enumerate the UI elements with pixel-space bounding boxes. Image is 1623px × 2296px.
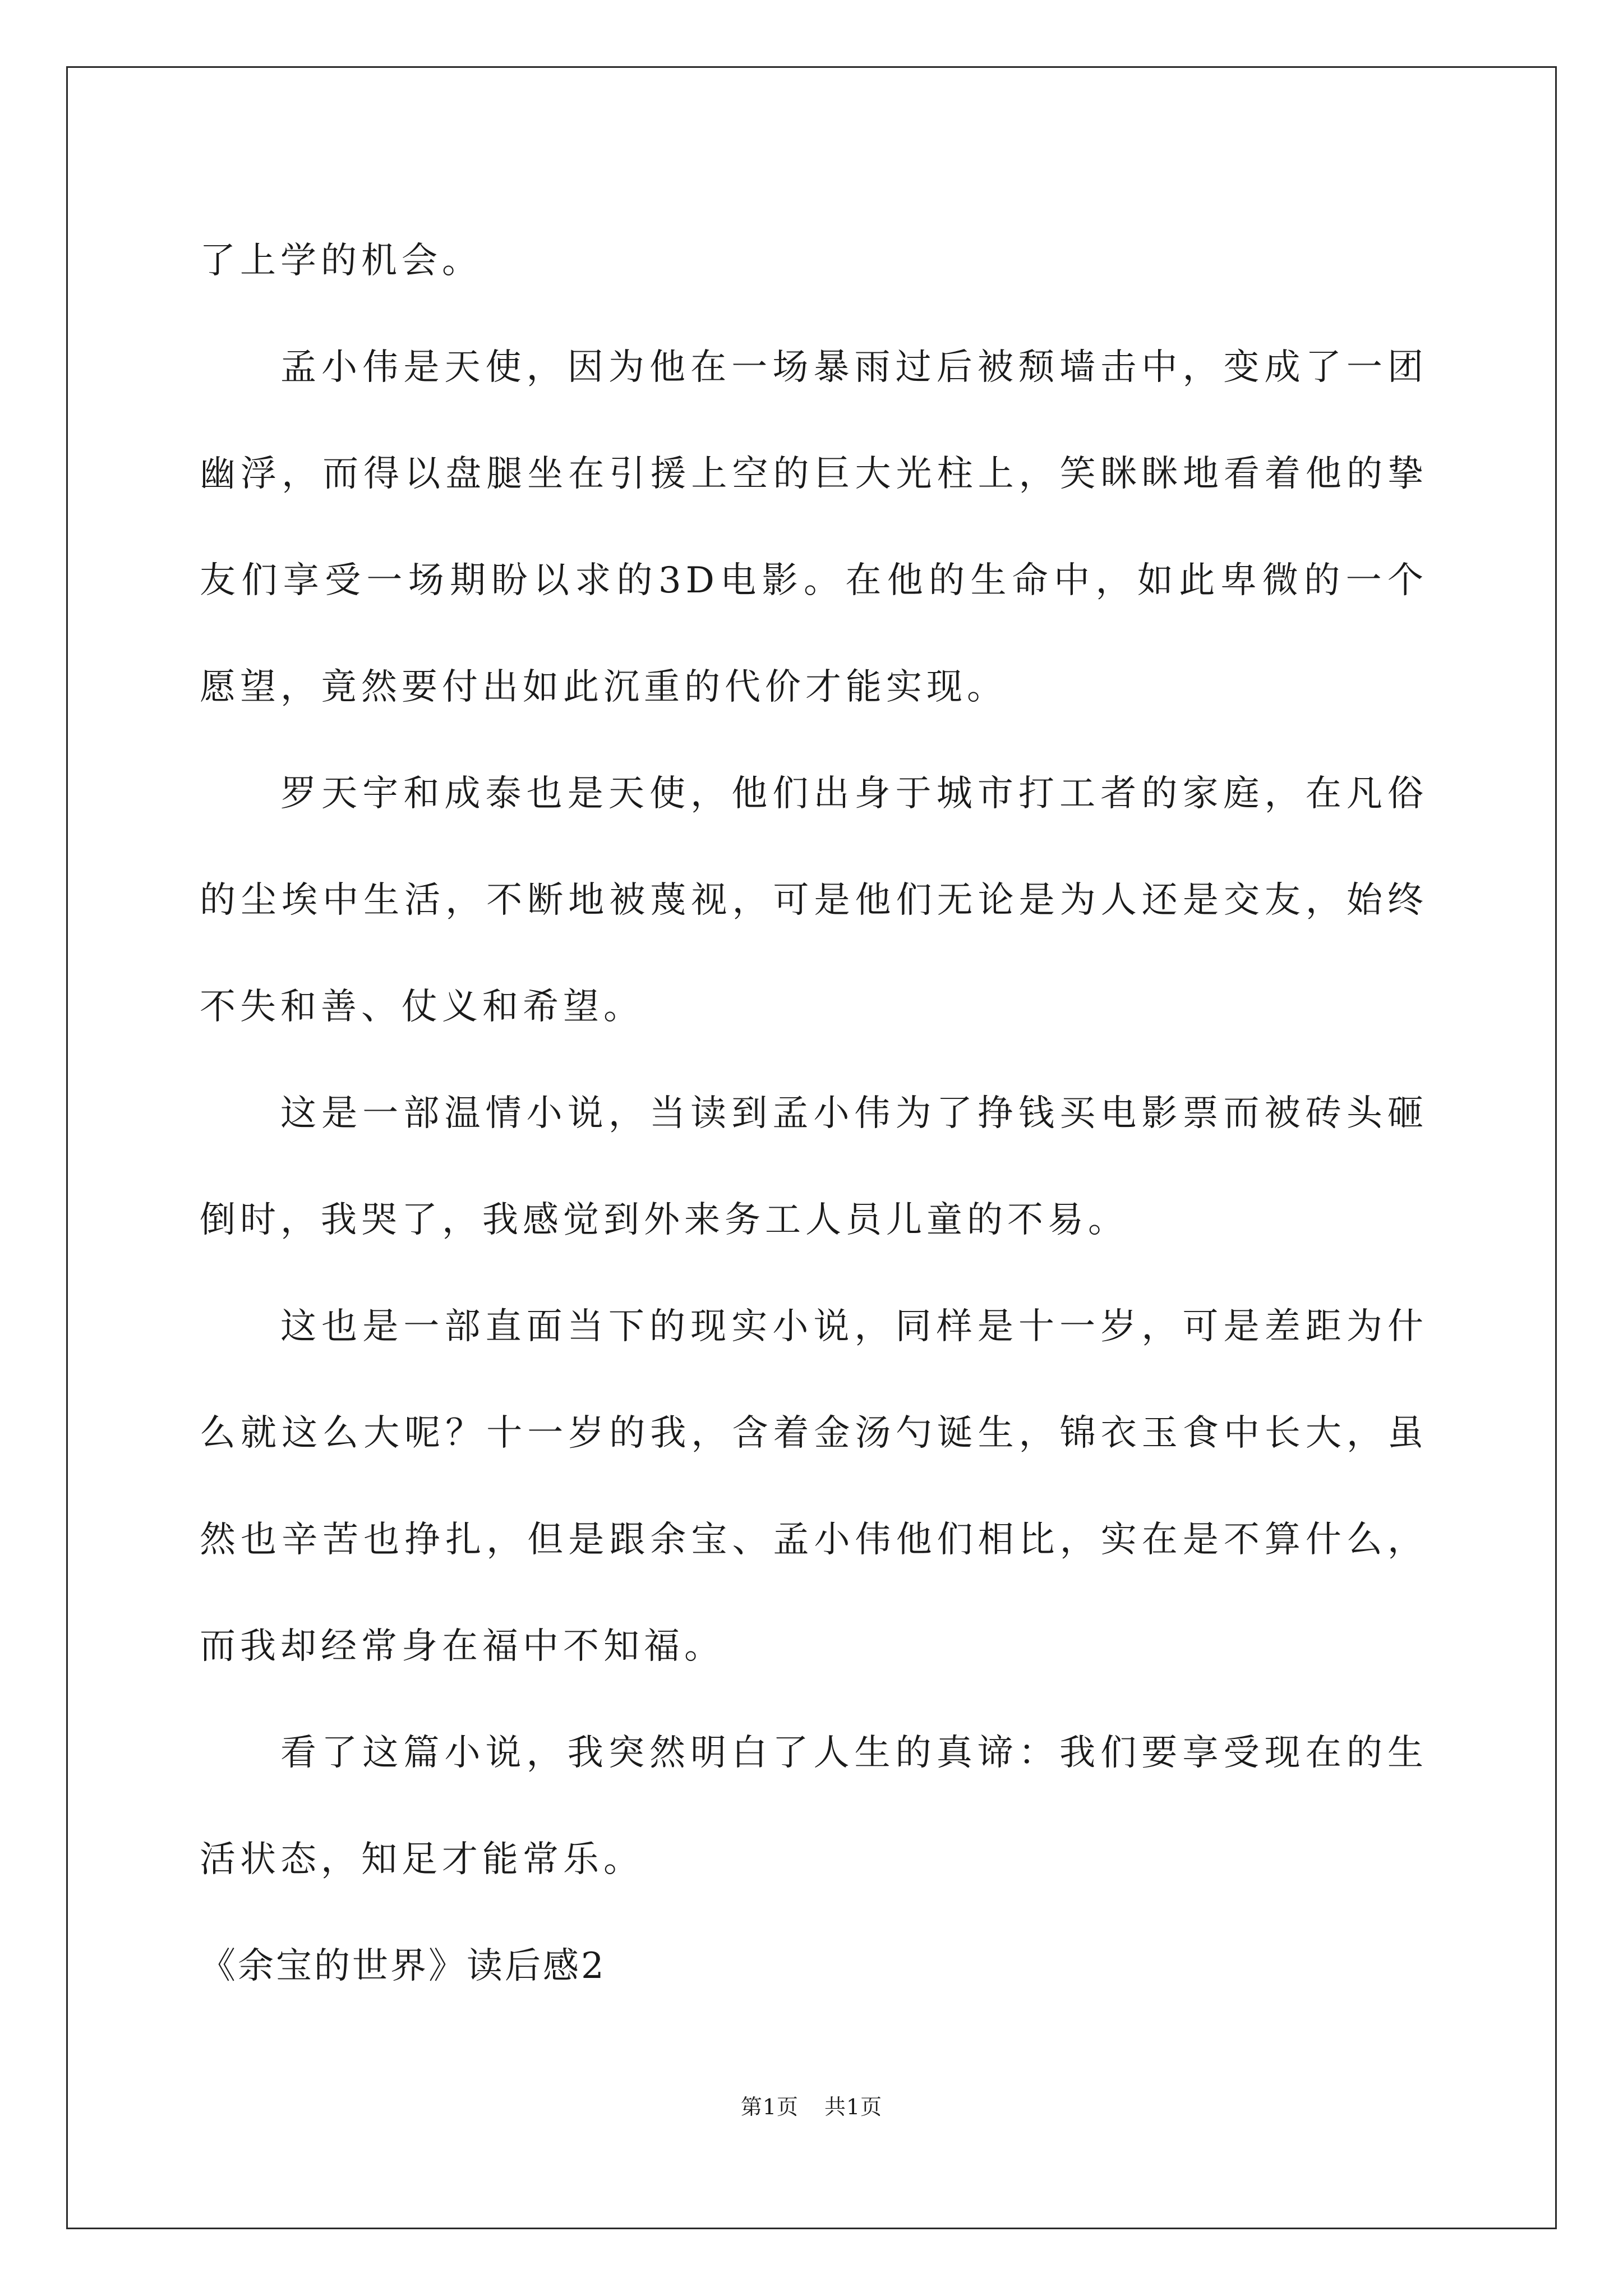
paragraph-2: 孟小伟是天使，因为他在一场暴雨过后被颓墙击中，变成了一团幽浮，而得以盘腿坐在引援上空的巨大光柱上，笑眯眯地看着他的挚友们享受一场期盼以求的3D电影。在他的生命中，如此卑微的一个愿望，竟然要付出如此沉重的代价才能实现。	[200, 347, 1428, 708]
page-number: 第1页	[740, 2095, 799, 2119]
section-heading: 《余宝的世界》读后感2	[200, 1945, 606, 1987]
paragraph-1: 了上学的机会。	[200, 240, 482, 282]
paragraph-5: 这也是一部直面当下的现实小说，同样是十一岁，可是差距为什么就这么大呢？十一岁的我，含着金汤勺诞生，锦衣玉食中长大，虽然也辛苦也挣扎，但是跟余宝、孟小伟他们相比，实在是不算什么，而我却经常身在福中不知福。	[200, 1306, 1428, 1667]
page-footer	[0, 2090, 1623, 2120]
document-body	[200, 208, 1428, 2019]
page-total: 共1页	[824, 2095, 883, 2119]
paragraph-3: 罗天宇和成泰也是天使，他们出身于城市打工者的家庭，在凡俗的尘埃中生活，不断地被蔑视，可是他们无论是为人还是交友，始终不失和善、仗义和希望。	[200, 773, 1428, 1028]
paragraph-6: 看了这篇小说，我突然明白了人生的真谛：我们要享受现在的生活状态，知足才能常乐。	[200, 1732, 1428, 1880]
paragraph-4: 这是一部温情小说，当读到孟小伟为了挣钱买电影票而被砖头砸倒时，我哭了，我感觉到外来务工人员儿童的不易。	[200, 1093, 1428, 1241]
